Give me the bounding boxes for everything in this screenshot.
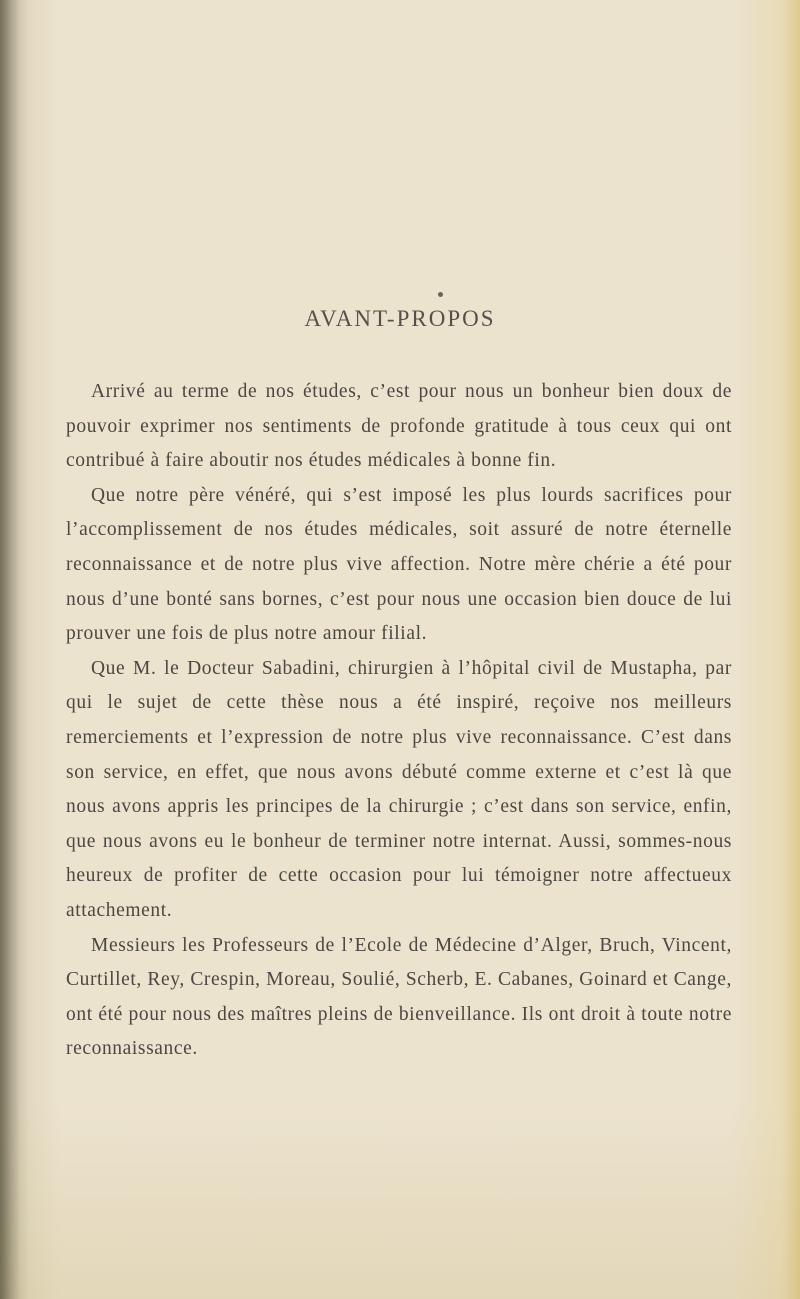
paragraph-sabadini: Que M. le Docteur Sabadini, chirurgien à l’hôpital civil de Mustapha, par qui le sujet de cette thèse nous a été inspiré, reçoive nos meilleurs remerciements et l’expression de notre plus vive reconnaissance. C’est dans son service, en effet, que nous avons débuté comme externe et c’est là que nous avons appris les principes de la chirurgie ; c’est dans son service, enfin, que nous avons eu le bonheur de terminer notre internat. Aussi, sommes-nous heureux de profiter de cette occasion pour lui témoigner notre affectueux attachement. — [66, 657, 732, 921]
paragraph-parents: Que notre père vénéré, qui s’est imposé les plus lourds sacrifices pour l’accomplissement de nos études médicales, soit assuré de notre éternelle reconnaissance et de notre plus vive affection. Notre mère chérie a été pour nous d’une bonté sans bornes, c’est pour nous une occasion bien douce de lui prouver une fois de plus notre amour filial. — [66, 484, 732, 645]
body-text — [66, 375, 732, 1067]
ink-speck — [438, 292, 443, 297]
paragraph-professors: Messieurs les Professeurs de l’Ecole de Médecine d’Alger, Bruch, Vincent, Curtillet, Rey, Crespin, Moreau, Soulié, Scherb, E. Cabanes, Goinard et Cange, ont été pour nous des maîtres pleins de bienveillance. Ils ont droit à toute notre reconnaissance. — [66, 934, 732, 1060]
paragraph-intro: Arrivé au terme de nos études, c’est pour nous un bonheur bien doux de pouvoir exprimer nos sentiments de profonde gratitude à tous ceux qui ont contribué à faire aboutir nos études médicales à bonne fin. — [66, 381, 732, 472]
binding-shadow — [0, 0, 20, 1299]
page-title: AVANT-PROPOS — [304, 306, 496, 331]
